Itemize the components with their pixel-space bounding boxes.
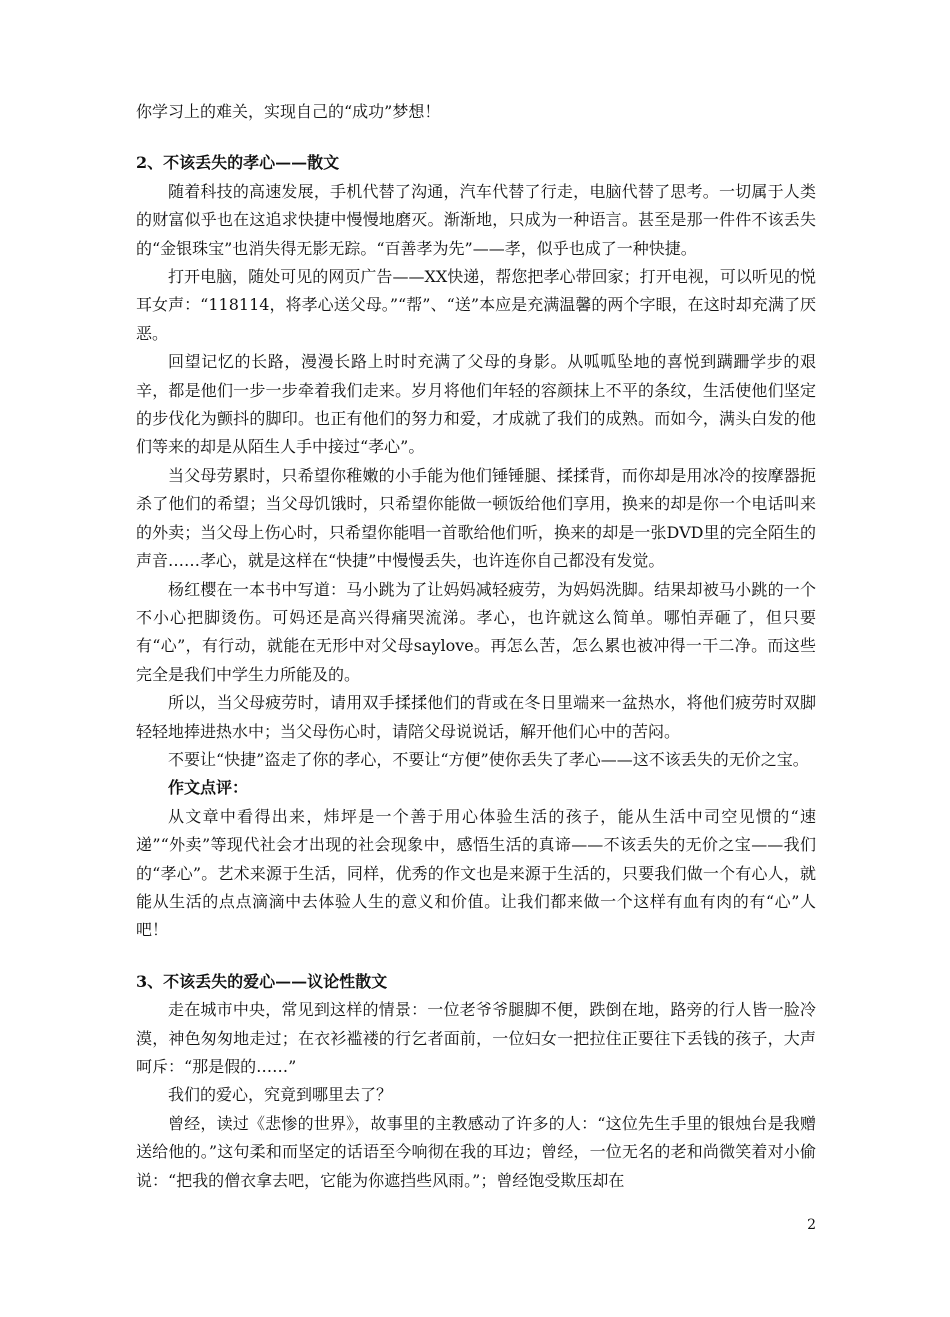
section-2-paragraph-6: 所以，当父母疲劳时，请用双手揉揉他们的背或在冬日里端来一盆热水，将他们疲劳时双脚轻轻地捧进热水中；当父母伤心时，请陪父母说说话，解开他们心中的苦闷。: [136, 693, 816, 741]
page-content: [136, 98, 816, 1195]
section-3-paragraph-3: 曾经，读过《悲惨的世界》，故事里的主教感动了许多的人：“这位先生手里的银烛台是我赠送给他的。”这句柔和而坚定的话语至今响彻在我的耳边；曾经，一位无名的老和尚微笑着对小偷说：“把我的僧衣拿去吧，它能为你遮挡些风雨。”；曾经饱受欺压却在: [136, 1113, 816, 1190]
comment-heading: 作文点评：: [168, 778, 249, 798]
section-3-paragraph-1: 走在城市中央，常见到这样的情景：一位老爷爷腿脚不便，跌倒在地，路旁的行人皆一脸冷漠，神色匆匆地走过；在衣衫褴褛的行乞者面前，一位妇女一把拉住正要往下丢钱的孩子，大声呵斥：“那是假的……”: [136, 1000, 816, 1076]
section-2-paragraph-4: 当父母劳累时，只希望你稚嫩的小手能为他们锤锤腿、揉揉背，而你却是用冰冷的按摩器扼杀了他们的希望；当父母饥饿时，只希望你能做一顿饭给他们享用，换来的却是你一个电话叫来的外卖；当父母上伤心时，只希望你能唱一首歌给他们听，换来的却是一张DVD里的完全陌生的声音……孝心，就是这样在“快捷”中慢慢丢失，也许连你自己都没有发觉。: [136, 465, 816, 571]
section-3-paragraph-2: 我们的爱心，究竟到哪里去了？: [168, 1085, 393, 1105]
intro-line: 你学习上的难关，实现自己的“成功”梦想！: [136, 102, 441, 121]
section-2-paragraph-2: 打开电脑，随处可见的网页广告——XX快递，帮您把孝心带回家；打开电视，可以听见的悦耳女声：“118114，将孝心送父母。”“帮”、“送”本应是充满温馨的两个字眼，在这时却充满了厌恶。: [136, 267, 816, 343]
section-2-paragraph-3: 回望记忆的长路，漫漫长路上时时充满了父母的身影。从呱呱坠地的喜悦到蹒跚学步的艰辛，都是他们一步一步牵着我们走来。岁月将他们年轻的容颜抹上不平的条纹，生活使他们坚定的步伐化为颤抖的脚印。也正有他们的努力和爱，才成就了我们的成熟。而如今，满头白发的他们等来的却是从陌生人手中接过“孝心”。: [136, 352, 816, 457]
comment-paragraph: 从文章中看得出来，炜坪是一个善于用心体验生活的孩子，能从生活中司空见惯的“速递”“外卖”等现代社会才出现的社会现象中，感悟生活的真谛——不该丢失的无价之宝——我们的“孝心”。艺术来源于生活，同样，优秀的作文也是来源于生活的，只要我们做一个有心人，就能从生活的点点滴滴中去体验人生的意义和价值。让我们都来做一个这样有血有肉的有“心”人吧！: [136, 806, 816, 940]
section-2-paragraph-1: 随着科技的高速发展，手机代替了沟通，汽车代替了行走，电脑代替了思考。一切属于人类的财富似乎也在这追求快捷中慢慢地磨灭。渐渐地，只成为一种语言。甚至是那一件件不该丢失的“金银珠宝”也消失得无影无踪。“百善孝为先”——孝，似乎也成了一种快捷。: [136, 181, 816, 258]
section-2-paragraph-5: 杨红樱在一本书中写道：马小跳为了让妈妈减轻疲劳，为妈妈洗脚。结果却被马小跳的一个不小心把脚烫伤。可妈还是高兴得痛哭流涕。孝心，也许就这么简单。哪怕弄砸了，但只要有“心”，有行动，就能在无形中对父母saylove。再怎么苦，怎么累也被冲得一干二净。而这些完全是我们中学生力所能及的。: [136, 579, 816, 684]
section-3-heading: 3、不该丢失的爱心——议论性散文: [136, 971, 388, 991]
section-2-paragraph-7: 不要让“快捷”盗走了你的孝心，不要让“方便”使你丢失了孝心——这不该丢失的无价之宝。: [168, 749, 809, 769]
page-number: 2: [807, 1217, 816, 1233]
section-spacer: [136, 945, 816, 968]
section-spacer: [136, 126, 816, 149]
section-2-heading: 2、不该丢失的孝心——散文: [136, 153, 340, 173]
